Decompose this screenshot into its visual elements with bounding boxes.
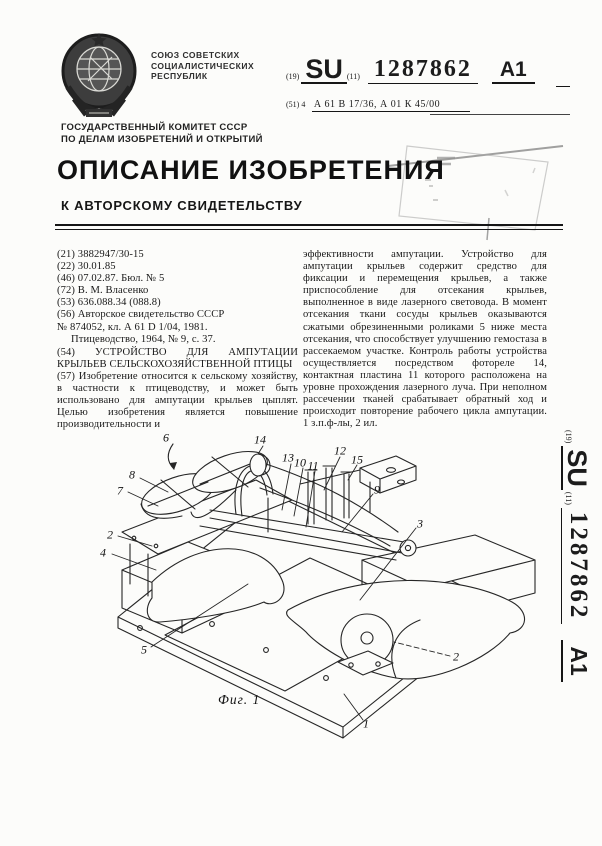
code-51: (51) 4 (286, 100, 306, 109)
part-number-label: 4 (100, 545, 106, 560)
part-number-label: 6 (163, 430, 169, 445)
patent-figure (60, 432, 552, 742)
horizontal-rule (55, 229, 563, 230)
part-number-label: 2 (107, 527, 113, 542)
country-code: SU (561, 446, 589, 490)
part-number-label: 8 (129, 467, 135, 482)
part-number-label: 1 (363, 716, 369, 731)
committee-line: ГОСУДАРСТВЕННЫЙ КОМИТЕТ СССР (61, 122, 248, 133)
biblio-line: (21) 3882947/30-15 (57, 249, 144, 260)
ipc-classes: А 61 В 17/36, А 01 К 45/00 (312, 99, 470, 112)
part-number-label: 7 (117, 483, 123, 498)
underline-rule (556, 86, 570, 87)
part-number-label: 5 (141, 642, 147, 657)
part-number-label: 14 (254, 432, 266, 447)
committee-line: ПО ДЕЛАМ ИЗОБРЕТЕНИЙ И ОТКРЫТИЙ (61, 133, 263, 145)
country-code: SU (301, 56, 347, 84)
part-number-label: 10 (294, 455, 306, 470)
kind-code: A1 (492, 58, 535, 84)
document-title: ОПИСАНИЕ ИЗОБРЕТЕНИЯ (57, 155, 445, 185)
country-name (151, 50, 254, 82)
part-number-label: 13 (282, 450, 294, 465)
publication-number-line (286, 56, 535, 84)
document-number: 1287862 (368, 56, 478, 84)
abstract-left-part: (57) Изобретение относится к сельскому хозяйству, в частности к птицеводству, и может быть использовано для ампутации крыльев цыплят. Целью изобретения является повышение производительности и (57, 370, 298, 431)
biblio-line: (53) 636.088.34 (088.8) (57, 297, 161, 309)
biblio-line: (72) В. М. Власенко (57, 285, 149, 297)
horizontal-rule (55, 224, 563, 226)
biblio-line: (46) 07.02.87. Бюл. № 5 (57, 273, 165, 285)
part-number-label: 11 (307, 458, 319, 473)
invention-title: (54) УСТРОЙСТВО ДЛЯ АМПУТАЦИИ КРЫЛЬЕВ СЕЛЬСКОХОЗЯЙСТВЕННОЙ ПТИЦЫ (57, 346, 298, 370)
code-19: (19) (564, 430, 573, 444)
underline-rule (430, 114, 570, 115)
country-line: СОЮЗ СОВЕТСКИХ (151, 50, 240, 60)
ussr-emblem-icon (60, 29, 138, 121)
country-line: СОЦИАЛИСТИЧЕСКИХ (151, 60, 255, 71)
part-number-label: 9 (374, 482, 380, 497)
right-column (303, 249, 547, 430)
part-number-label: 12 (334, 443, 346, 458)
part-number-label: 2 (453, 649, 459, 664)
document-subtitle: К АВТОРСКОМУ СВИДЕТЕЛЬСТВУ (61, 198, 303, 213)
biblio-line: (22) 30.01.85 (57, 261, 116, 273)
bibliographic-data (57, 249, 298, 346)
edge-publication-number (552, 428, 596, 734)
biblio-line: (56) Авторское свидетельство СССР (57, 309, 225, 321)
part-number-label: 15 (351, 452, 363, 467)
figure-caption: Фиг. 1 (218, 692, 261, 707)
edge-publication-number-text (561, 428, 592, 682)
country-line: РЕСПУБЛИК (151, 71, 208, 81)
kind-code: A1 (561, 640, 592, 681)
biblio-line: Птицеводство, 1964, № 9, с. 37. (71, 333, 216, 345)
document-number: 1287862 (561, 508, 592, 625)
abstract-right-part: эффективности ампутации. Устройство для ампутации крыльев содержит средство для фиксации и перемещения крыльев, а также приспособление для отсекания крыльев, выполненное в виде лазерного световода. В момент отсекания ткани сосуды крыльев оказываются сжатыми обрезиненными роликами 5 ниже места отсекания, что способствует улучшению гемостаза в рассекаемом участке. Контроль работы устройства осуществляется посредством фотореле 14, контактная пластина 11 которого расположена на уровне прохождения лазерного луча. При неполном рассечении тканей срабатывает обратный ход и происходит повторение рабочего цикла ампутации. 1 з.п.ф-лы, 2 ил. (303, 249, 547, 430)
ipc-classification-line (286, 99, 470, 110)
code-11: (11) (346, 72, 360, 81)
part-number-label: 3 (417, 516, 423, 531)
committee-name (61, 122, 263, 145)
code-19: (19) (286, 72, 300, 81)
left-column (57, 249, 298, 431)
biblio-line: № 874052, кл. А 61 D 1/04, 1981. (57, 321, 208, 333)
code-11: (11) (564, 491, 573, 505)
